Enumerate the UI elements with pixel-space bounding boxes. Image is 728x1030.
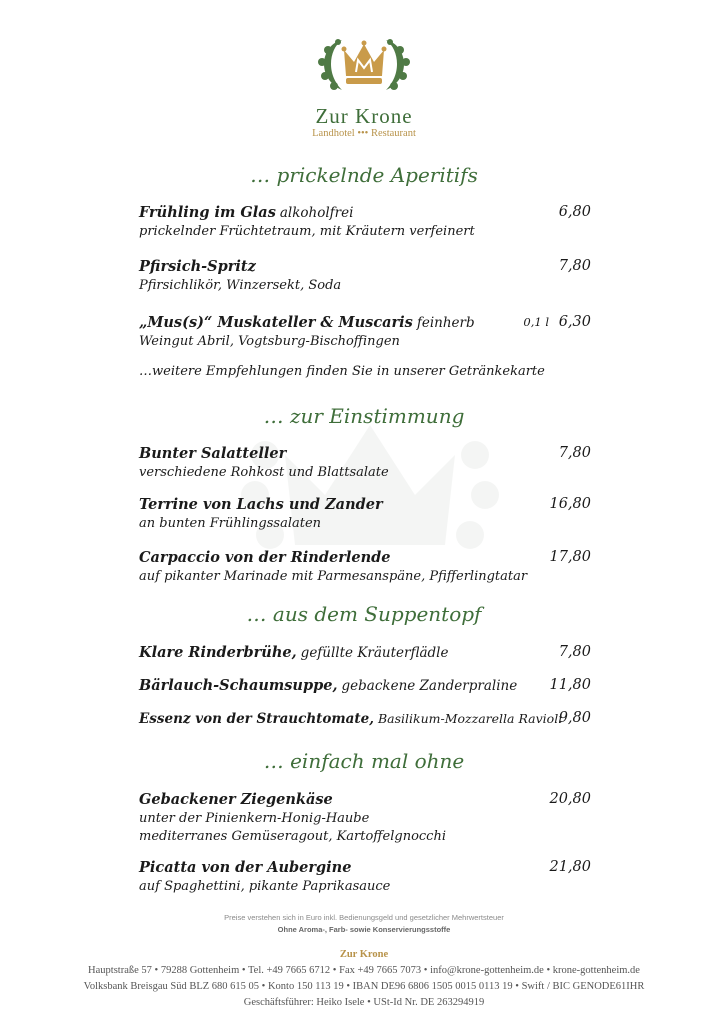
item-description: verschiedene Rohkost und Blattsalate — [139, 465, 389, 480]
menu-item — [139, 493, 591, 533]
item-price: 11,80 — [549, 677, 591, 693]
item-description: prickelnder Früchtetraum, mit Kräutern verfeinert — [139, 224, 475, 239]
item-description: unter der Pinienkern-Honig-Haube — [139, 811, 370, 826]
item-price: 7,80 — [558, 644, 591, 660]
item-price: 9,80 — [558, 710, 591, 726]
price-notice: Preise verstehen sich in Euro inkl. Bedienungsgeld und gesetzlicher Mehrwertsteuer — [224, 913, 504, 922]
item-price: 17,80 — [549, 549, 591, 565]
menu-item — [139, 641, 591, 663]
item-price: 16,80 — [549, 496, 591, 512]
item-name: Bärlauch-Schaumsuppe, — [139, 677, 338, 694]
menu-item — [139, 674, 591, 696]
item-note: gebackene Zanderpraline — [341, 678, 518, 694]
section-title-ohne: … einfach mal ohne — [263, 749, 465, 773]
item-price: 6,80 — [558, 204, 591, 220]
section-title-aperitifs: … prickelnde Aperitifs — [250, 163, 478, 187]
item-description: auf pikanter Marinade mit Parmesanspäne, Pfifferlingtatar — [139, 569, 528, 584]
footer-bank: Volksbank Breisgau Süd BLZ 680 615 05 • Konto 150 113 19 • IBAN DE96 6806 1505 0015 0113 19 • Swift / BIC GENODE61IHR — [83, 981, 645, 992]
item-name: Pfirsich-Spritz — [139, 258, 256, 275]
additives-notice: Ohne Aroma-, Farb- sowie Konservierungsstoffe — [277, 925, 451, 934]
item-name: Frühling im Glas — [139, 204, 276, 221]
item-note: Basilikum-Mozzarella Ravioli — [377, 711, 563, 726]
item-name: Bunter Salatteller — [139, 445, 287, 462]
item-description: Weingut Abril, Vogtsburg-Bischoffingen — [139, 334, 400, 349]
menu-item — [139, 442, 591, 482]
item-description: an bunten Frühlingssalaten — [139, 516, 322, 531]
item-name: Klare Rinderbrühe, — [139, 644, 297, 661]
item-note: alkoholfrei — [279, 205, 354, 221]
item-note: gefüllte Kräuterflädle — [300, 645, 449, 661]
item-price: 21,80 — [549, 859, 591, 875]
menu-item — [139, 201, 591, 241]
menu-item — [139, 546, 591, 586]
item-description: auf Spaghettini, pikante Paprikasauce — [139, 879, 391, 894]
footer-address: Hauptstraße 57 • 79288 Gottenheim • Tel. +49 7665 6712 • Fax +49 7665 7073 • info@krone-gottenheim.de • krone-gottenheim.de — [88, 965, 640, 976]
item-name: „Mus(s)“ Muskateller & Muscaris — [139, 314, 413, 331]
footer-manager: Geschäftsführer: Heiko Isele • USt-Id Nr. DE 263294919 — [243, 997, 485, 1008]
item-price: 7,80 — [558, 258, 591, 274]
item-price: 6,30 — [558, 314, 591, 330]
item-volume: 0,1 l — [523, 315, 549, 329]
crown-logo — [314, 32, 414, 94]
item-description: Pfirsichlikör, Winzersekt, Soda — [139, 278, 342, 293]
brand-name: Zur Krone — [315, 104, 413, 128]
item-name: Gebackener Ziegenkäse — [139, 791, 333, 808]
item-description: mediterranes Gemüseragout, Kartoffelgnocchi — [139, 829, 446, 844]
menu-item — [139, 788, 591, 846]
item-name: Essenz von der Strauchtomate, — [139, 711, 374, 727]
item-price: 7,80 — [558, 445, 591, 461]
item-price: 20,80 — [549, 791, 591, 807]
item-name: Picatta von der Aubergine — [139, 859, 352, 876]
section-title-einstimmung: … zur Einstimmung — [263, 404, 465, 428]
item-name: Terrine von Lachs und Zander — [139, 496, 383, 513]
item-note: feinherb — [416, 315, 475, 331]
more-recommendations: …weitere Empfehlungen finden Sie in unserer Getränkekarte — [139, 364, 545, 379]
footer-title: Zur Krone — [339, 949, 389, 960]
menu-item — [139, 856, 591, 896]
brand-subtitle: Landhotel ••• Restaurant — [312, 128, 416, 139]
menu-item — [139, 255, 591, 295]
menu-item — [139, 311, 591, 351]
menu-item — [139, 707, 591, 729]
item-name: Carpaccio von der Rinderlende — [139, 549, 391, 566]
section-title-suppentopf: … aus dem Suppentopf — [246, 602, 482, 626]
